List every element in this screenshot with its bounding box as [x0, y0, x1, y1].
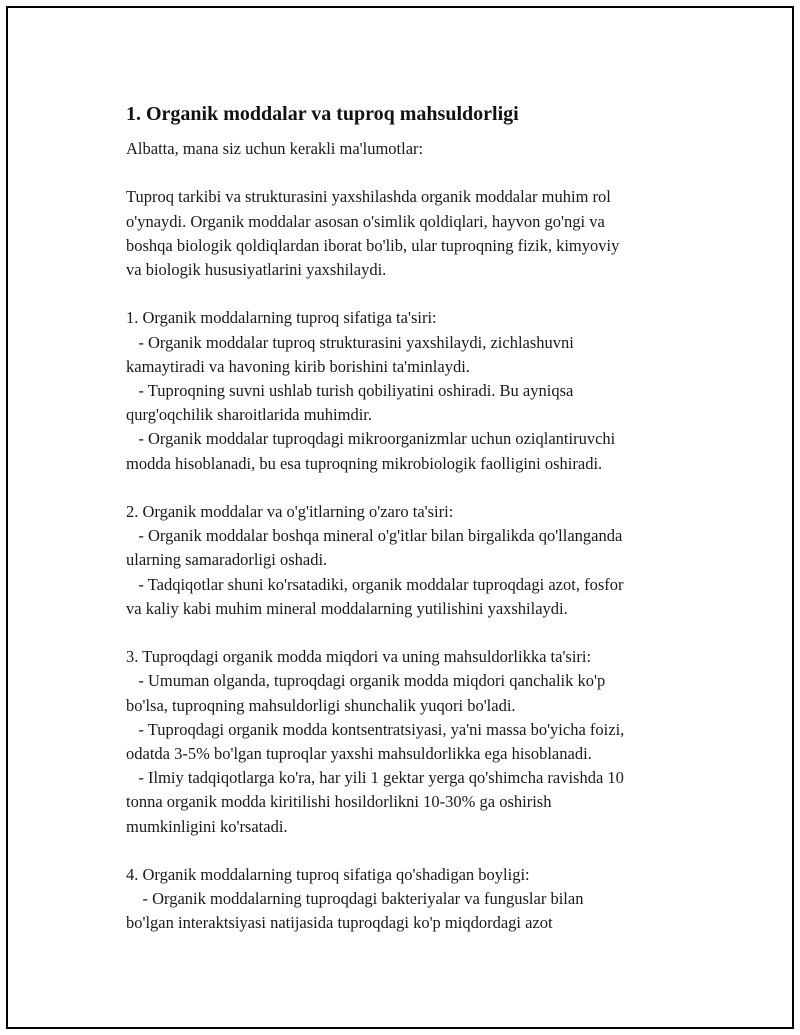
bullet-line: odatda 3-5% bo'lgan tuproqlar yaxshi mahsuldorlikka ega hisoblanadi. [126, 744, 592, 764]
spacer [126, 161, 706, 185]
paragraph-line: Tuproq tarkibi va strukturasini yaxshilashda organik moddalar muhim rol [126, 187, 611, 207]
bullet-line: va kaliy kabi muhim mineral moddalarning yutilishini yaxshilaydi. [126, 598, 568, 618]
spacer [126, 476, 706, 500]
paragraph-line: o'ynaydi. Organik moddalar asosan o'simlik qoldiqlari, hayvon go'ngi va [126, 211, 605, 231]
intro-paragraph [126, 185, 706, 282]
bullet-line: - Tuproqning suvni ushlab turish qobiliyatini oshiradi. Bu ayniqsa [126, 381, 574, 400]
section-3 [126, 645, 706, 839]
bullet-line: mumkinligini ko'rsatadi. [126, 816, 288, 836]
bullet-line: kamaytiradi va havoning kirib borishini ta'minlaydi. [126, 356, 470, 376]
spacer [126, 839, 706, 863]
section-2 [126, 500, 706, 621]
paragraph-line: boshqa biologik qoldiqlardan iborat bo'lib, ular tuproqning fizik, kimyoviy [126, 235, 620, 255]
bullet-line: ularning samaradorligi oshadi. [126, 550, 328, 570]
intro-text: Albatta, mana siz uchun kerakli ma'lumotlar: [126, 139, 424, 158]
document-title: 1. Organik moddalar va tuproq mahsuldorligi [126, 103, 519, 125]
bullet-line: bo'lsa, tuproqning mahsuldorligi shunchalik yuqori bo'ladi. [126, 695, 516, 715]
section-1 [126, 306, 706, 475]
bullet-line: tonna organik modda kiritilishi hosildorlikni 10-30% ga oshirish [126, 792, 552, 812]
bullet-line: bo'lgan interaktsiyasi natijasida tuproqdagi ko'p miqdordagi azot [126, 913, 553, 933]
section-4 [126, 863, 706, 936]
section-heading: 2. Organik moddalar va o'g'itlarning o'zaro ta'siri: [126, 502, 454, 521]
document-body [126, 100, 706, 936]
bullet-line: - Umuman olganda, tuproqdagi organik modda miqdori qanchalik ko'p [126, 671, 606, 691]
bullet-line: - Tadqiqotlar shuni ko'rsatadiki, organik moddalar tuproqdagi azot, fosfor [126, 574, 624, 594]
spacer [126, 282, 706, 306]
section-heading: 3. Tuproqdagi organik modda miqdori va uning mahsuldorlikka ta'siri: [126, 647, 592, 667]
spacer [126, 621, 706, 645]
page-frame [6, 6, 794, 1029]
section-heading: 1. Organik moddalarning tuproq sifatiga ta'siri: [126, 308, 437, 328]
bullet-line: - Organik moddalarning tuproqdagi bakteriyalar va funguslar bilan [126, 889, 584, 909]
section-heading: 4. Organik moddalarning tuproq sifatiga qo'shadigan boyligi: [126, 865, 530, 885]
bullet-line: - Ilmiy tadqiqotlarga ko'ra, har yili 1 gektar yerga qo'shimcha ravishda 10 [126, 768, 624, 788]
bullet-line: - Organik moddalar tuproq strukturasini yaxshilaydi, zichlashuvni [126, 332, 574, 352]
bullet-line: - Organik moddalar tuproqdagi mikroorganizmlar uchun oziqlantiruvchi [126, 429, 616, 449]
bullet-line: - Tuproqdagi organik modda kontsentratsiyasi, ya'ni massa bo'yicha foizi, [126, 719, 625, 739]
paragraph-line: va biologik hususiyatlarini yaxshilaydi. [126, 260, 387, 279]
bullet-line: qurg'oqchilik sharoitlarida muhimdir. [126, 405, 373, 425]
bullet-line: - Organik moddalar boshqa mineral o'g'itlar bilan birgalikda qo'llanganda [126, 526, 623, 546]
bullet-line: modda hisoblanadi, bu esa tuproqning mikrobiologik faolligini oshiradi. [126, 453, 603, 473]
